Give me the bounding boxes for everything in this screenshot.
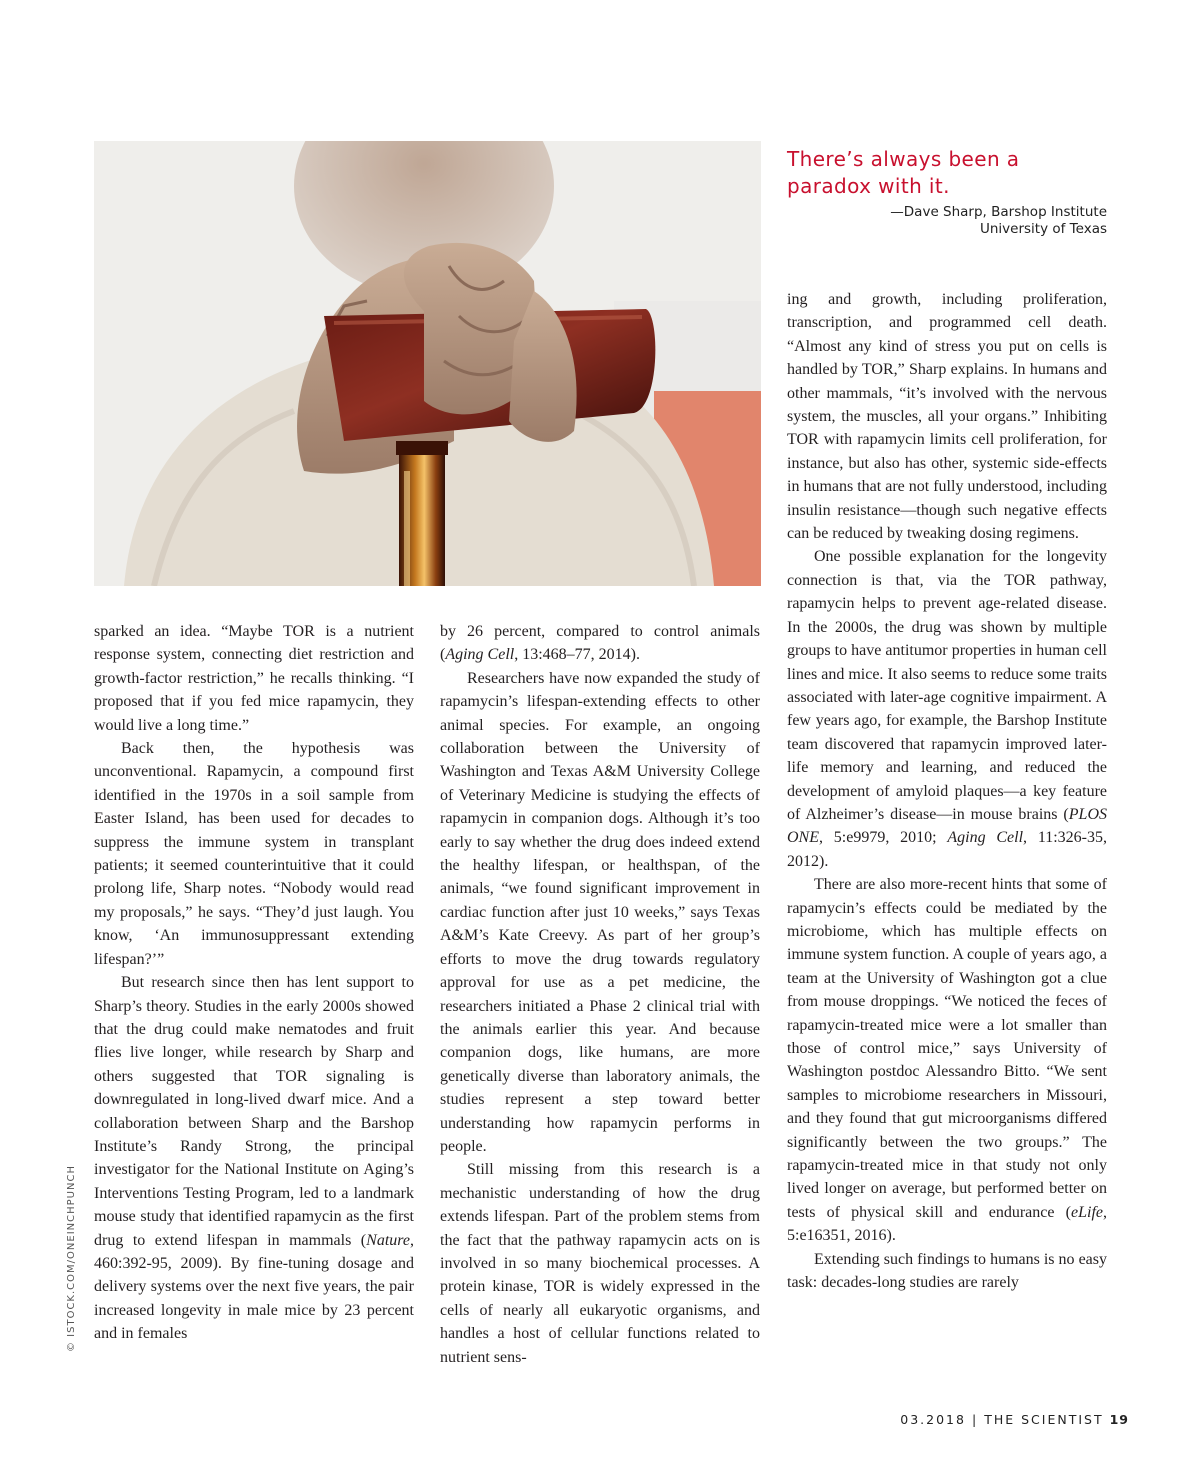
pull-quote-attribution	[787, 204, 1107, 238]
journal-citation: PLOS ONE	[787, 805, 1107, 847]
pull-quote-attribution-affiliation: University of Texas	[979, 221, 1107, 237]
article-column-2	[440, 620, 760, 1369]
paragraph: Back then, the hypothesis was unconventional. Rapamycin, a compound first identified in the 1970s in a soil sample from Easter Island, has been used for decades to suppress the immune system in transplant patients; it seemed counterintuitive that it could prolong life, Sharp notes. “Nobody would read my proposals,” he says. “They’d just laugh. You know, ‘An immunosuppressant extending lifespan?’”	[94, 740, 414, 968]
paragraph-text: , 13:468–77, 2014).	[514, 646, 640, 664]
pull-quote-attribution-name: —Dave Sharp, Barshop Institute	[890, 204, 1107, 220]
paragraph	[440, 620, 760, 667]
pull-quote-text: There’s always been a paradox with it.	[787, 147, 1020, 198]
paragraph-text: , 11:326-35, 2012).	[787, 829, 1107, 870]
paragraph: Extending such findings to humans is no easy task: decades-long studies are rarely	[787, 1250, 1107, 1292]
paragraph-text: , 5:e16351, 2016).	[787, 1203, 1107, 1245]
page-footer	[900, 1412, 1129, 1427]
paragraph-text: There are also more-recent hints that some of rapamycin’s effects could be mediated by the microbiome, which has multiple effects on immune system function. A couple of years ago, a team at the University of Washington got a clue from mouse droppings. “We noticed the feces of rapamycin-treated mice were a lot smaller than those of control mice,” says University of Washington postdoc Alessandro Bitto. “We sent samples to microbiome researchers in Missouri, and they found that gut microorganisms differed significantly between the two groups.” The rapamycin-treated mice in that study not only lived longer on average, but performed better on tests of physical skill and endurance (	[787, 876, 1107, 1221]
paragraph-text: by 26 percent, compared to control animals (	[440, 623, 760, 664]
paragraph-text: , 460:392-95, 2009). By fine-tuning dosage and delivery systems over the next five years, the pair increased longevity in male mice by 23 percent and in females	[94, 1231, 414, 1343]
paragraph: Still missing from this research is a mechanistic understanding of how the drug extends lifespan. Part of the problem stems from the fact that the pathway rapamycin acts on is involved in so many biochemical processes. A protein kinase, TOR is widely expressed in the cells of nearly all eukaryotic organisms, and handles a host of cellular functions related to nutrient sens-	[440, 1161, 760, 1366]
paragraph-text: But research since then has lent support to Sharp’s theory. Studies in the early 2000s showed that the drug could make nematodes and fruit flies live longer, while research by Sharp and others suggested that TOR signaling is downregulated in long-lived dwarf mice. And a collaboration between Sharp and the Barshop Institute’s Randy Strong, the principal investigator for the National Institute on Aging’s Interventions Testing Program, led to a landmark mouse study that identified rapamycin as the first drug to extend lifespan in mammals (	[94, 974, 414, 1249]
page-number: 19	[1109, 1412, 1129, 1427]
issue-date: 03.2018	[900, 1412, 966, 1427]
paragraph	[787, 545, 1107, 873]
paragraph-text: One possible explanation for the longevity connection is that, via the TOR pathway, rapamycin helps to prevent age-related disease. In the 2000s, the drug was shown by multiple groups to have antitumor properties in human cell lines and mice. It also seems to reduce some traits associated with later-age cognitive impairment. A few years ago, for example, the Barshop Institute team discovered that rapamycin improved later-life memory and learning, and reduced the development of amyloid plaques—a key feature of Alzheimer’s disease—in mouse brains (	[787, 548, 1107, 823]
paragraph	[94, 971, 414, 1346]
paragraph: Researchers have now expanded the study of rapamycin’s lifespan-extending effects to other animal species. For example, an ongoing collaboration between the University of Washington and Texas A&M University College of Veterinary Medicine is studying the effects of rapamycin in companion dogs. Although it’s too early to say whether the drug does indeed extend the healthy lifespan, or healthspan, of the animals, “we found significant improvement in cardiac function after just 10 weeks,” says Texas A&M’s Kate Creevy. As part of her group’s efforts to move the drug towards regulatory approval for use as a pet medicine, the researchers initiated a Phase 2 clinical trial with the animals earlier this year. And because companion dogs, like humans, are more genetically diverse than laboratory animals, the studies represent a step toward better understanding how rapamycin performs in people.	[440, 669, 760, 1155]
article-photo	[94, 141, 761, 586]
footer-separator: |	[971, 1412, 979, 1427]
paragraph	[787, 873, 1107, 1248]
publication-name: THE SCIENTIST	[984, 1412, 1104, 1427]
paragraph-text: , 5:e9979, 2010;	[819, 829, 948, 847]
journal-citation: Nature	[366, 1231, 410, 1249]
photo-credit: © ISTOCK.COM/ONEINCHPUNCH	[66, 1165, 77, 1352]
paragraph: ing and growth, including proliferation, transcription, and programmed cell death. “Almost any kind of stress you put on cells is handled by TOR,” Sharp explains. In humans and other mammals, “it’s involved with the nervous system, the muscles, all your organs.” Inhibiting TOR with rapamycin limits cell proliferation, for instance, but also has other, systemic side-effects in humans that are not fully understood, including insulin resistance—though such negative effects can be reduced by tweaking dosing regimens.	[787, 291, 1107, 543]
paragraph: sparked an idea. “Maybe TOR is a nutrient response system, connecting diet restriction and growth-factor restriction,” he recalls thinking. “I proposed that if you fed mice rapamycin, they would live a long time.”	[94, 623, 414, 734]
article-column-3	[787, 288, 1107, 1294]
journal-citation: Aging Cell	[445, 646, 515, 664]
journal-citation: Aging Cell	[947, 829, 1024, 847]
pull-quote	[787, 146, 1107, 238]
journal-citation: eLife	[1071, 1203, 1103, 1221]
elderly-hands-on-cane-image	[94, 141, 761, 586]
article-column-1	[94, 620, 414, 1346]
